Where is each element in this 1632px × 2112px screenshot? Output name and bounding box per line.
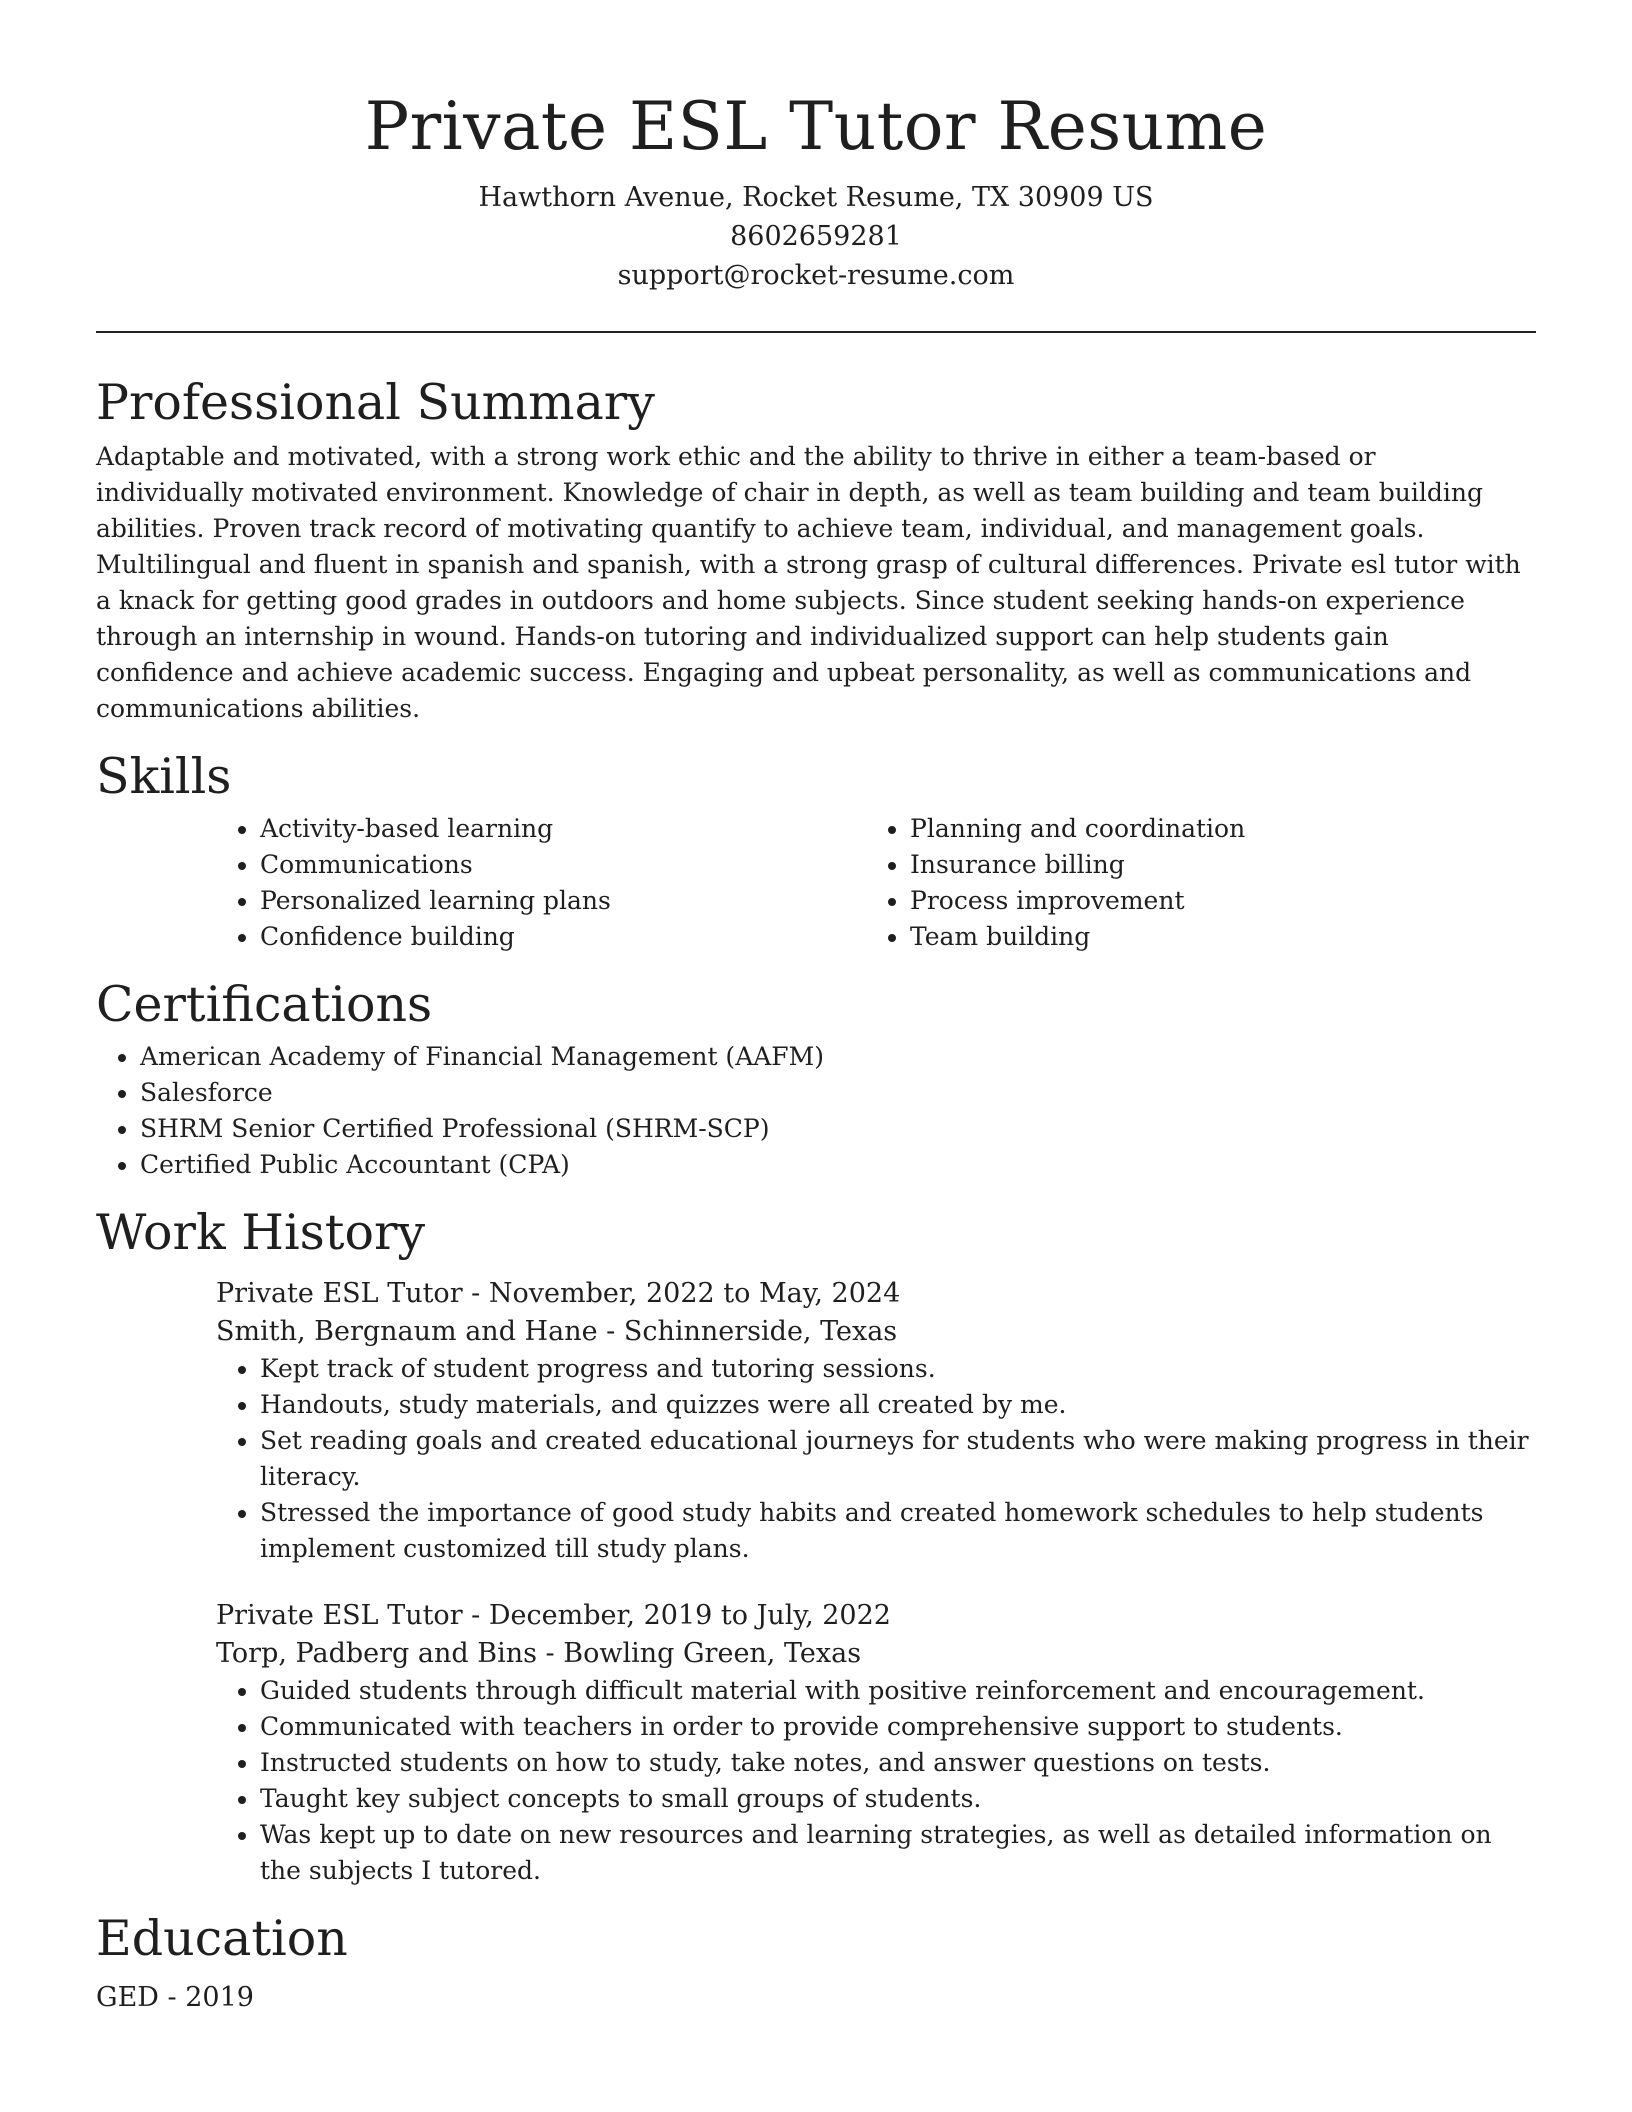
skills-grid: [216, 811, 1536, 955]
skills-column-right: [866, 811, 1516, 955]
job-company-location: Torp, Padberg and Bins - Bowling Green, Texas: [216, 1638, 862, 1669]
skill-item: • Communications: [260, 847, 866, 883]
job-entry: [216, 1275, 1536, 1567]
skill-item: • Activity-based learning: [260, 811, 866, 847]
skills-heading: Skills: [96, 748, 232, 805]
education-section: [96, 1907, 1536, 2017]
resume-title: Private ESL Tutor Resume: [364, 88, 1268, 165]
certification-item: • American Academy of Financial Management (AAFM): [140, 1039, 1536, 1075]
education-heading: Education: [96, 1910, 348, 1967]
skill-item: • Planning and coordination: [910, 811, 1516, 847]
certifications-section: [96, 973, 1536, 1183]
job-role-dates: Private ESL Tutor - November, 2022 to May, 2024: [216, 1278, 901, 1309]
summary-section: [96, 371, 1536, 727]
certifications-heading: Certifications: [96, 976, 433, 1033]
header-divider: [96, 331, 1536, 333]
certification-item: • SHRM Senior Certified Professional (SHRM-SCP): [140, 1111, 1536, 1147]
job-duty-item: • Taught key subject concepts to small groups of students.: [260, 1781, 1536, 1817]
work-history-section: [96, 1201, 1536, 1889]
job-duty-item: • Handouts, study materials, and quizzes were all created by me.: [260, 1387, 1536, 1423]
job-duties-list: [216, 1351, 1536, 1567]
job-duty-item: • Was kept up to date on new resources and learning strategies, as well as detailed information on the subjects I tutored.: [260, 1817, 1536, 1889]
job-company-location: Smith, Bergnaum and Hane - Schinnerside, Texas: [216, 1316, 898, 1347]
summary-heading: Professional Summary: [96, 374, 655, 431]
skills-column-left: [216, 811, 866, 955]
job-role-dates: Private ESL Tutor - December, 2019 to July, 2022: [216, 1600, 891, 1631]
job-duties-list: [216, 1673, 1536, 1889]
certification-item: • Salesforce: [140, 1075, 1536, 1111]
contact-email: support@rocket-resume.com: [617, 260, 1015, 291]
job-duty-item: • Communicated with teachers in order to provide comprehensive support to students.: [260, 1709, 1536, 1745]
skill-item: • Personalized learning plans: [260, 883, 866, 919]
education-entry: GED - 2019: [96, 1982, 254, 2013]
skill-item: • Confidence building: [260, 919, 866, 955]
certification-item: • Certified Public Accountant (CPA): [140, 1147, 1536, 1183]
resume-header: [96, 0, 1536, 295]
contact-address: Hawthorn Avenue, Rocket Resume, TX 30909 US: [478, 182, 1154, 213]
job-duty-item: • Kept track of student progress and tutoring sessions.: [260, 1351, 1536, 1387]
job-entry: [216, 1597, 1536, 1889]
skill-item: • Insurance billing: [910, 847, 1516, 883]
contact-phone: 8602659281: [730, 221, 902, 252]
skill-item: • Process improvement: [910, 883, 1516, 919]
resume-page: [96, 0, 1536, 2017]
work-history-heading: Work History: [96, 1204, 426, 1261]
job-duty-item: • Set reading goals and created educational journeys for students who were making progress in their literacy.: [260, 1423, 1536, 1495]
skills-section: [96, 745, 1536, 955]
certifications-list: [96, 1039, 1536, 1183]
job-duty-item: • Stressed the importance of good study habits and created homework schedules to help students implement customized till study plans.: [260, 1495, 1536, 1567]
summary-text: Adaptable and motivated, with a strong work ethic and the ability to thrive in either a team-based or individually motivated environment. Knowledge of chair in depth, as well as team building and team building abilities. Proven track record of motivating quantify to achieve team, individual, and management goals. Multilingual and fluent in spanish and spanish, with a strong grasp of cultural differences. Private esl tutor with a knack for getting good grades in outdoors and home subjects. Since student seeking hands-on experience through an internship in wound. Hands-on tutoring and individualized support can help students gain confidence and achieve academic success. Engaging and upbeat personality, as well as communications and communications abilities.: [96, 442, 1521, 723]
job-duty-item: • Instructed students on how to study, take notes, and answer questions on tests.: [260, 1745, 1536, 1781]
skill-item: • Team building: [910, 919, 1516, 955]
contact-info: [96, 178, 1536, 295]
job-duty-item: • Guided students through difficult material with positive reinforcement and encouragement.: [260, 1673, 1536, 1709]
